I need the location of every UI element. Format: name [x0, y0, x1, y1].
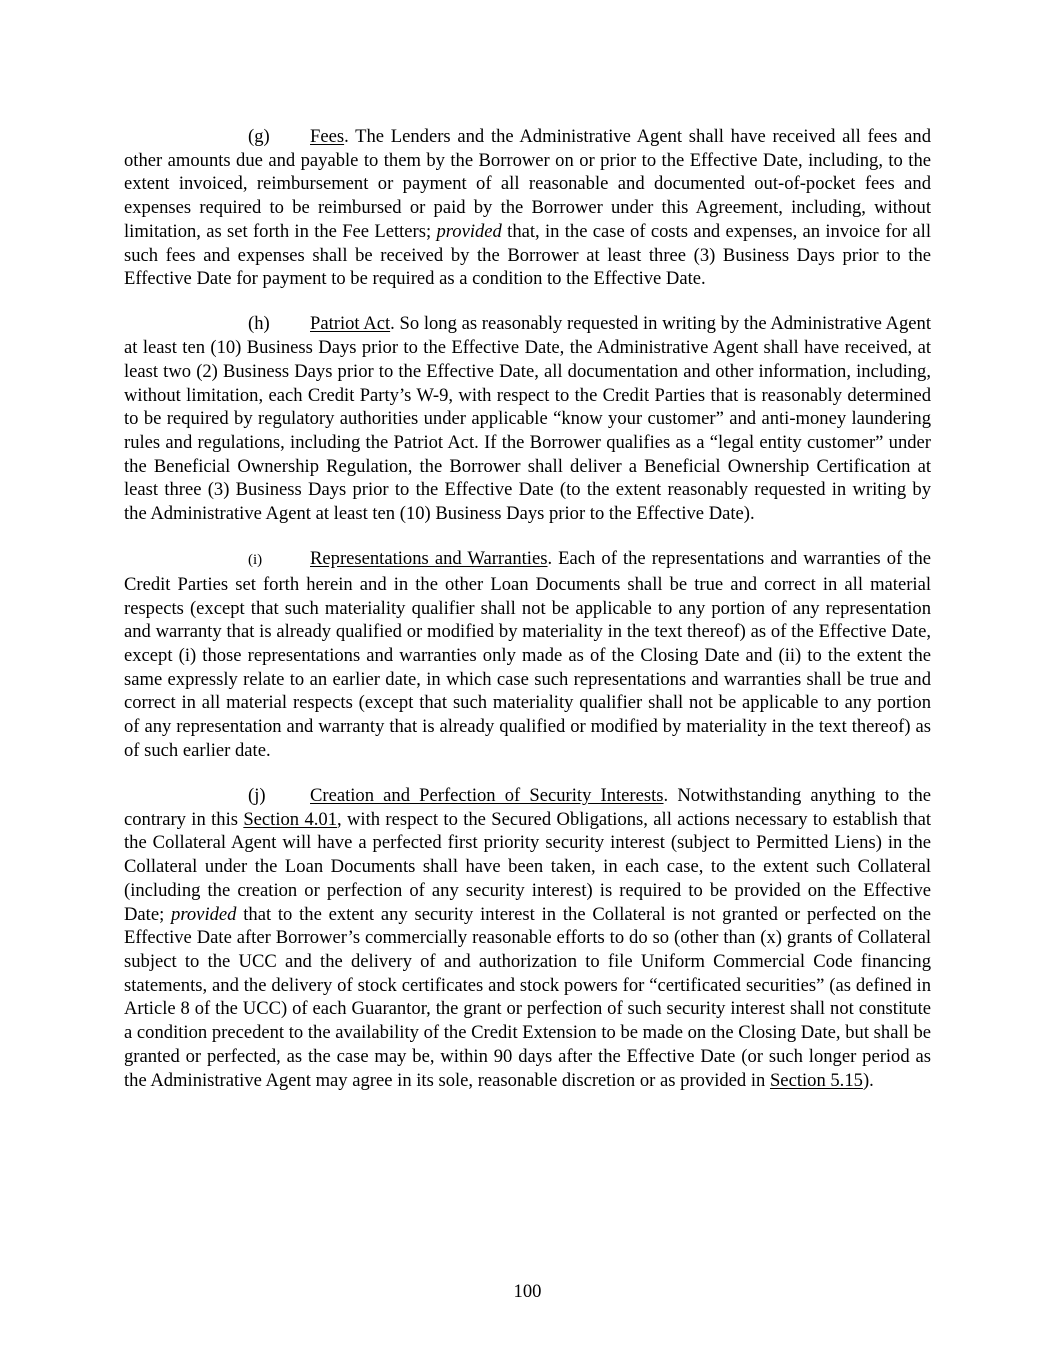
- paragraph-i-representations: [124, 547, 931, 762]
- paragraph-text: , with respect to the Secured Obligations, all actions necessary to establish that the Collateral Agent will have a perfected first priority security interest (subject to Permitted Liens) in the Collateral under the Loan Documents shall have been taken, in each case, to the extent such Collateral (including the creation or perfection of any security interest) is required to be provided on the Effective Date;: [124, 808, 931, 925]
- paragraph-text: that, in the case of costs and expenses, an invoice for all such fees and expenses shall be received by the Borrower at least three (3) Business Days prior to the Effective Date for payment to be required as a condition to the Effective Date.: [124, 220, 931, 290]
- paragraph-text: . Notwithstanding anything to the contrary in this: [124, 785, 931, 830]
- paragraph-label: (h): [248, 313, 270, 335]
- section-heading: Creation and Perfection of Security Interests: [310, 785, 664, 807]
- section-heading: Representations and Warranties: [310, 548, 548, 570]
- paragraph-text: . The Lenders and the Administrative Agent shall have received all fees and other amounts due and payable to them by the Borrower on or prior to the Effective Date, including, to the extent invoiced, reimbursement or payment of all reasonable and documented out-of-pocket fees and expenses required to be reimbursed or paid by the Borrower under this Agreement, including, without limitation, as set forth in the Fee Letters;: [124, 126, 931, 242]
- paragraph-label: (i): [248, 552, 263, 569]
- section-reference: Section 4.01: [243, 808, 337, 830]
- paragraph-label: (g): [248, 126, 270, 147]
- section-heading: Fees: [310, 126, 345, 147]
- paragraph-j-security-interests: [124, 784, 931, 1092]
- paragraph-h-patriot-act: [124, 312, 931, 525]
- italic-term: provided: [436, 220, 502, 242]
- paragraph-text: ).: [862, 1069, 874, 1091]
- document-page: [124, 125, 931, 1114]
- paragraph-text: . Each of the representations and warranties of the Credit Parties set forth herein and in the other Loan Documents shall be true and correct in all material respects (except that such materiality qualifier shall not be applicable to any portion of any representation and warranty that is already qualified or modified by materiality in the text thereof) as of the Effective Date, except (i) those representations and warranties only made as of the Closing Date and (ii) to the extent the same expressly relate to an earlier date, in which case such representations and warranties shall be true and correct in all material respects (except that such materiality qualifier shall not be applicable to any portion of any representation and warranty that is already qualified or modified by materiality in the text thereof) as of such earlier date.: [124, 548, 931, 761]
- paragraph-label: (j): [248, 785, 266, 807]
- section-heading: Patriot Act: [310, 313, 391, 335]
- italic-term: provided: [171, 903, 237, 925]
- page-number: 100: [513, 1281, 542, 1302]
- section-reference: Section 5.15: [769, 1069, 863, 1091]
- paragraph-g-fees: [124, 125, 931, 291]
- paragraph-text: that to the extent any security interest in the Collateral is not granted or perfected on the Effective Date after Borrower’s commercially reasonable efforts to do so (other than (x) grants of Collateral subject to the UCC and the delivery of and authorization to file Uniform Commercial Code financing statements, and the delivery of stock certificates and stock powers for “certificated securities” (as defined in Article 8 of the UCC) of each Guarantor, the grant or perfection of such security interest shall not constitute a condition precedent to the availability of the Credit Extension to be made on the Closing Date, but shall be granted or perfected, as the case may be, within 90 days after the Effective Date (or such longer period as the Administrative Agent may agree in its sole, reasonable discretion or as provided in: [124, 903, 931, 1091]
- paragraph-text: . So long as reasonably requested in writing by the Administrative Agent at least ten (10) Business Days prior to the Effective Date, the Administrative Agent shall have received, at least two (2) Business Days prior to the Effective Date, all documentation and other information, including, without limitation, each Credit Party’s W-9, with respect to the Credit Parties that is reasonably determined to be required by regulatory authorities under applicable “know your customer” and anti-money laundering rules and regulations, including the Patriot Act. If the Borrower qualifies as a “legal entity customer” under the Beneficial Ownership Regulation, the Borrower shall deliver a Beneficial Ownership Certification at least three (3) Business Days prior to the Effective Date (to the extent reasonably requested in writing by the Administrative Agent at least ten (10) Business Days prior to the Effective Date).: [124, 313, 931, 525]
